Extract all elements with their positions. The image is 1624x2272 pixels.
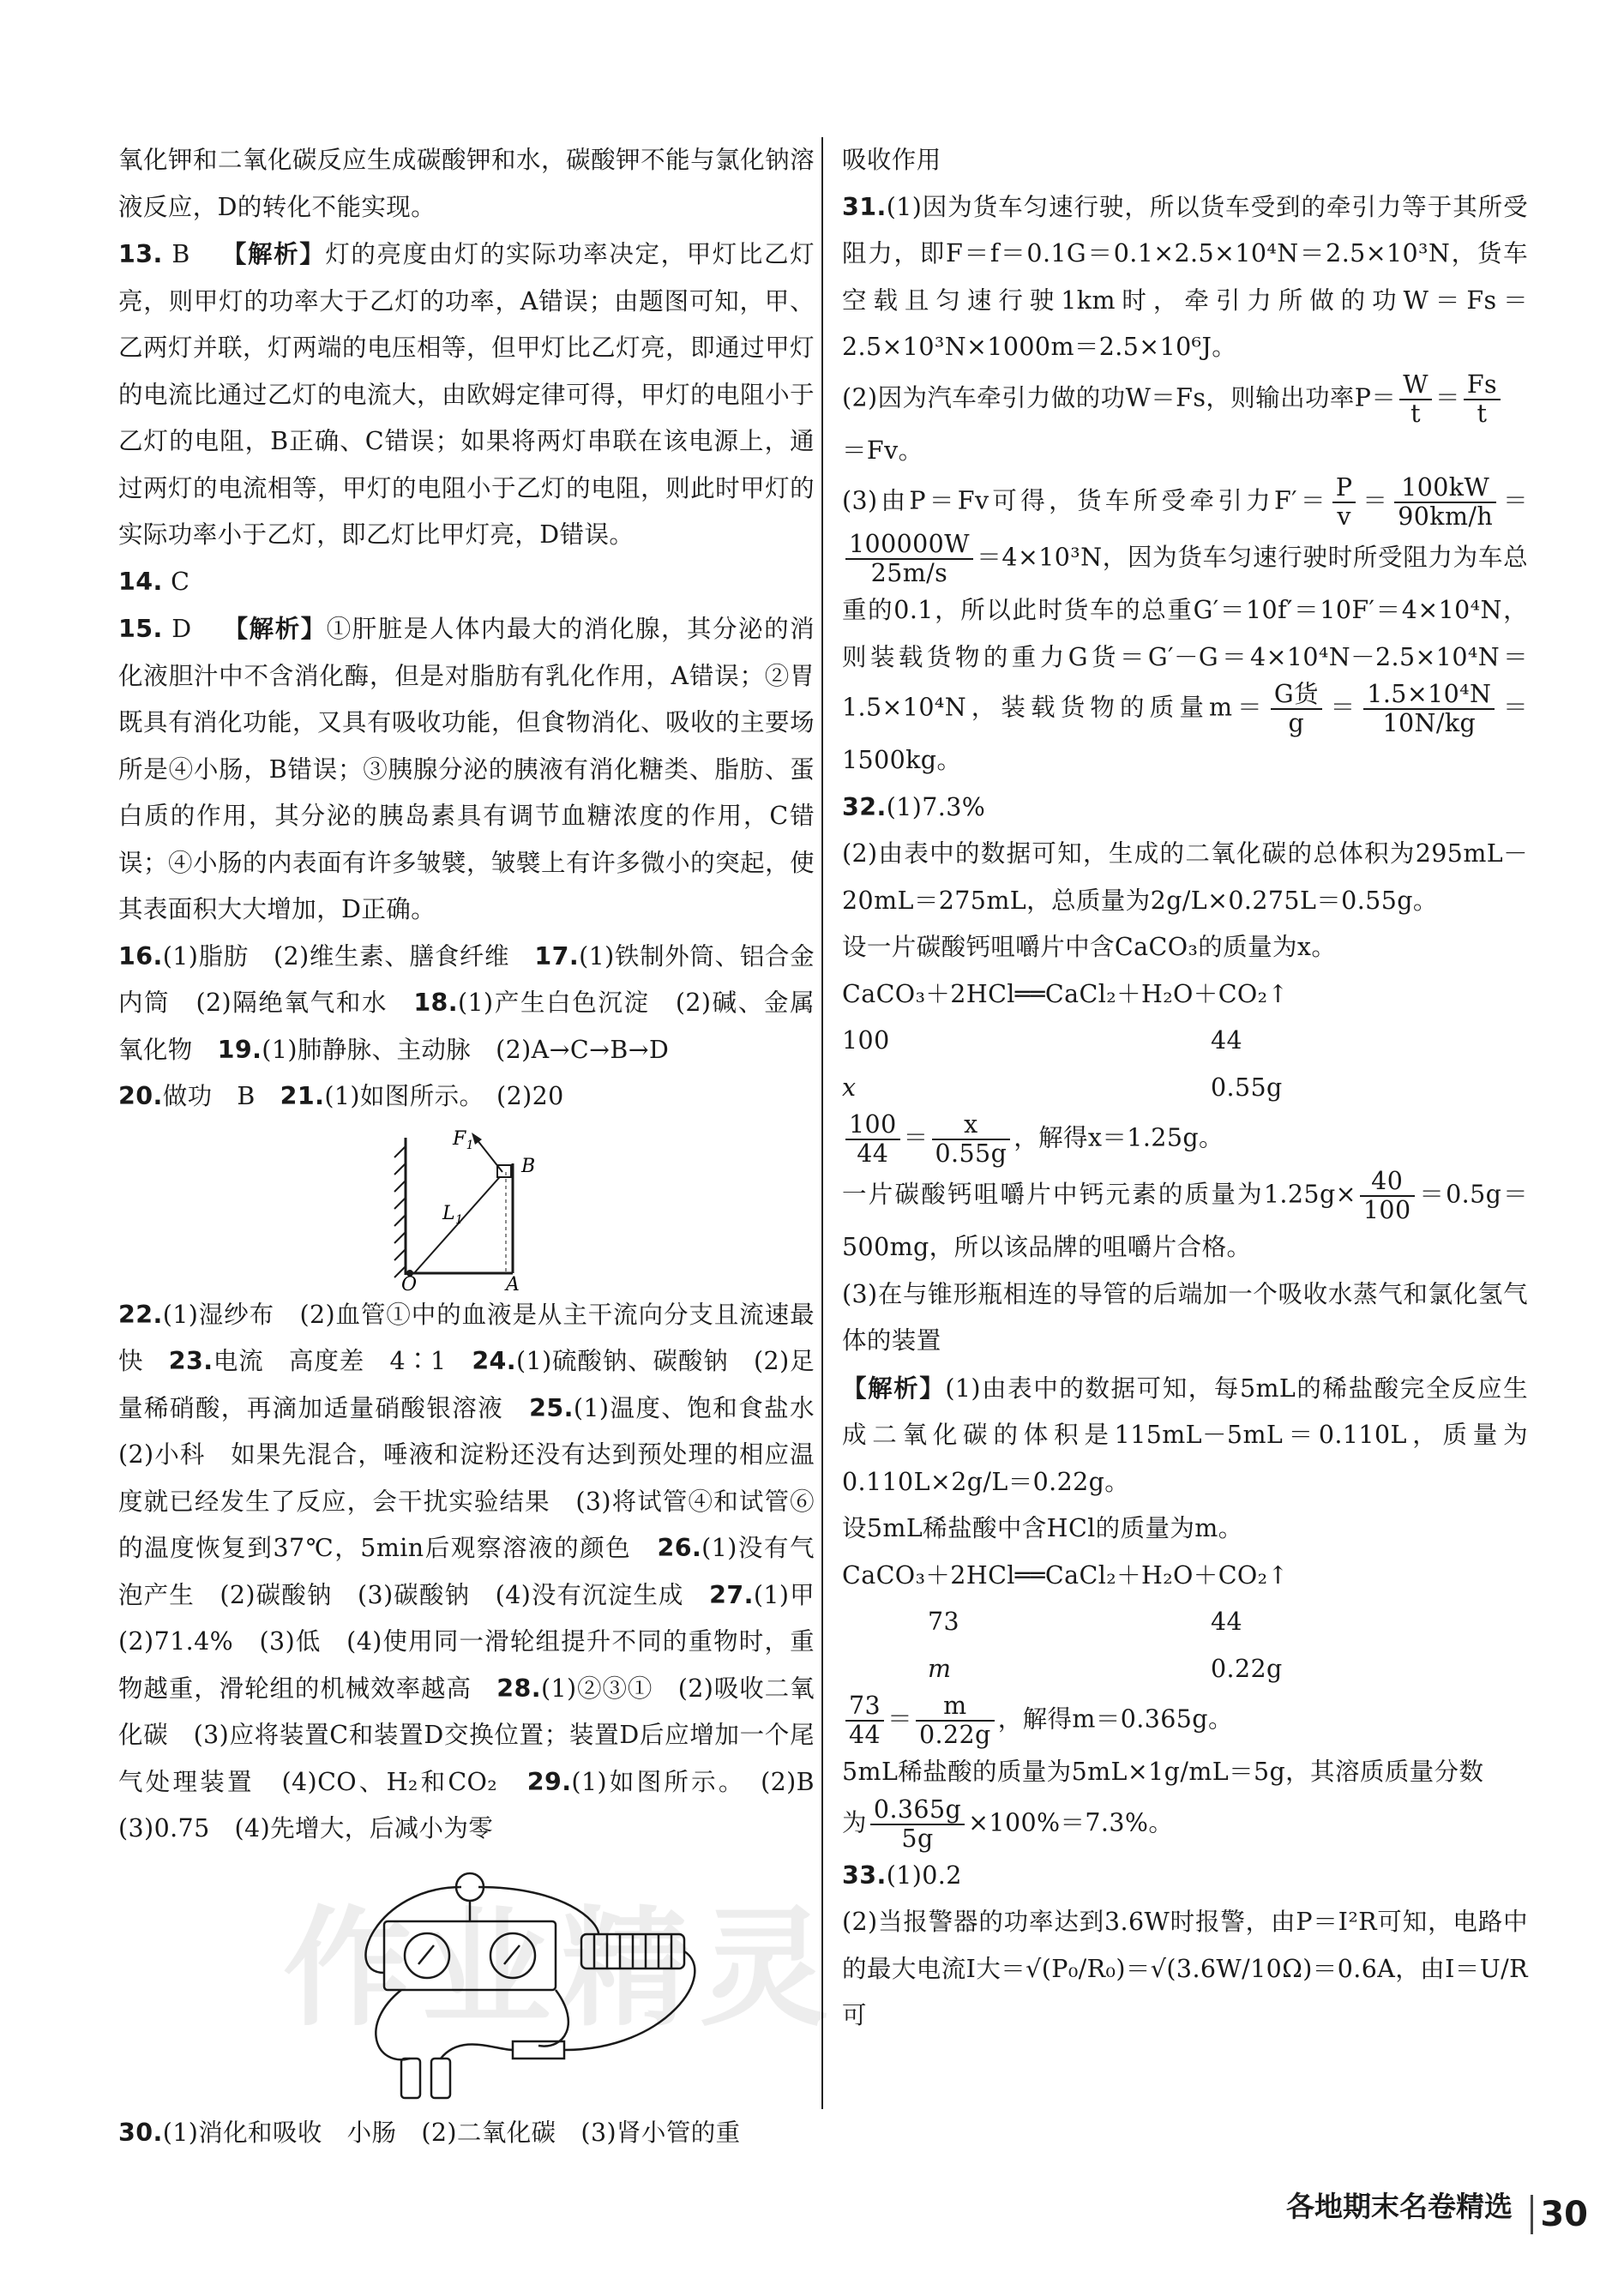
point-a-label: A: [506, 1273, 520, 1292]
answer-32-part2: (2)由表中的数据可知，生成的二氧化碳的总体积为295mL－20mL＝275mL，总质量为2g/L×0.275L＝0.55g。: [842, 839, 1528, 915]
answer-text: ＝4×10³N，因为货车匀速行驶时所受阻力为车总重的0.1，所以此时货车的总重G′＝10f′＝10F′＝4×10⁴N，则装载货物的重力G货＝G′－G＝4×10⁴N－2.5×10⁴N＝1.5×10⁴N，装载货物的质量m＝: [842, 543, 1528, 722]
answer-31-part3: [842, 474, 1528, 784]
fraction: $\frac{73}{44}$: [845, 1692, 884, 1749]
analysis-text: ①肝脏是人体内最大的消化腺，其分泌的消化液胆汁中不含消化酶，但是对脂肪有乳化作用，A错误；②胃既具有消化功能，又具有吸收功能，但食物消化、吸收的主要场所是④小肠，B错误；③胰腺分泌的胰液有消化糖类、脂肪、蛋白质的作用，其分泌的胰岛素具有调节血糖浓度的作用，C错误；④小肠的内表面有许多皱襞，皱襞上有许多微小的突起，使其表面积大大增加，D正确。: [118, 615, 815, 923]
answer-letter: D: [171, 615, 192, 643]
answer-text: (1)甲 (2)71.4% (3)低 (4)使用同一滑轮组提升不同的重物时，重物越重，滑轮组的机械效率越高: [118, 1580, 839, 1703]
answer-32-part1: [842, 784, 1528, 832]
analysis-tag: 【解析】: [842, 1373, 946, 1403]
fraction: $\frac{\text{G货}}{g}$: [1271, 681, 1322, 737]
question-number: 21.: [280, 1082, 325, 1110]
answer-33-part1: [842, 1853, 1528, 1900]
answer-text: (1)温度、饱和食盐水 (2)小科 如果先混合，唾液和淀粉还没有达到预处理的相应温度就已经发生了反应，会干扰实验结果 (3)将试管④和试管⑥的温度恢复到37℃，5min后观察溶液的颜色: [118, 1393, 839, 1562]
answer-text: (1)②③① (2)吸收二氧化碳 (3)应将装置C和装置D交换位置；装置D后应增加一个尾气处理装置 (4)CO、H₂和CO₂: [118, 1674, 815, 1796]
lever-diagram: [118, 1121, 815, 1292]
answer-31-part2: [842, 371, 1528, 475]
answer-32-part9: [842, 1796, 1528, 1853]
answer-text: (1)肺静脉、主动脉 (2)A→C→B→D: [262, 1035, 670, 1064]
question-number: 31.: [842, 192, 887, 221]
answer-text: 一片碳酸钙咀嚼片中钙元素的质量为1.25g×: [842, 1180, 1356, 1209]
answer-text: ＝Fv。: [842, 436, 923, 465]
answer-text: (1)如图所示。 (2)20: [324, 1082, 564, 1110]
fraction: $\frac{\text{1.5×10⁴N}}{10N/kg}$: [1363, 681, 1495, 737]
question-number: 25.: [529, 1393, 574, 1422]
table-cell: 44: [1211, 1026, 1243, 1055]
answer-text: (1)7.3%: [886, 792, 986, 821]
fraction: $\frac{m}{0.22g}$: [916, 1692, 995, 1749]
answer-32-part8: 5mL稀盐酸的质量为5mL×1g/mL＝5g，其溶质质量分数: [842, 1758, 1484, 1786]
fraction: $\frac{Fs}{t}$: [1464, 371, 1501, 428]
question-number: 30.: [118, 2118, 163, 2147]
answer-text: (1)湿纱布 (2)血管①中的血液是从主干流向分支且流速最快: [118, 1300, 815, 1375]
analysis-text: (1)由表中的数据可知，每5mL的稀盐酸完全反应生成二氧化碳的体积是115mL－5mL＝0.110L，质量为0.110L×2g/L＝0.22g。: [842, 1373, 1528, 1496]
fraction: $\frac{0.365g}{5g}$: [870, 1796, 965, 1853]
question-number: 20.: [118, 1082, 163, 1110]
equals: ＝: [887, 1704, 912, 1734]
fraction: $\frac{100000W}{25m/s}$: [845, 531, 973, 587]
table-cell: m: [928, 1654, 952, 1683]
question-number: 23.: [168, 1347, 214, 1375]
analysis-tag: 【解析】: [222, 614, 327, 643]
question-number: 28.: [496, 1674, 541, 1703]
lever-figure: [118, 1121, 815, 1292]
paragraph: 氧化钾和二氧化碳反应生成碳酸钾和水，碳酸钾不能与氯化钠溶液反应，D的转化不能实现。: [118, 146, 815, 221]
fraction: $\frac{100}{44}$: [845, 1111, 900, 1168]
equation-table: [842, 1018, 1528, 1111]
question-number: 27.: [709, 1580, 754, 1609]
question-number: 18.: [413, 989, 458, 1017]
answer-letter: B: [171, 240, 190, 268]
equals: ＝: [1435, 383, 1460, 412]
page-number: 30: [1531, 2195, 1588, 2234]
proportion: [842, 1692, 1528, 1749]
answer-text: ＝0.5g＝500mg，所以该品牌的咀嚼片合格。: [842, 1180, 1528, 1261]
question-number: 29.: [526, 1767, 572, 1796]
equals: ＝: [1325, 693, 1361, 722]
fraction: $\frac{P}{v}$: [1332, 474, 1356, 531]
answer-text: (2)因为汽车牵引力做的功W＝Fs，则输出功率P＝: [842, 383, 1397, 412]
watermark: 作业精灵: [283, 1895, 839, 2044]
arm-label: $L_1$: [442, 1202, 464, 1227]
answer-32-part7: 设5mL稀盐酸中含HCl的质量为m。: [842, 1514, 1243, 1542]
answers-20-21: [118, 1073, 815, 1121]
left-column: [118, 137, 839, 2156]
table-cell: 0.55g: [1211, 1073, 1283, 1102]
question-number: 14.: [118, 567, 163, 596]
chemical-equation: CaCO₃＋2HCl══CaCl₂＋H₂O＋CO₂↑: [842, 1560, 1289, 1590]
answer-text: 为: [842, 1808, 867, 1836]
answer-32-part4: [842, 1168, 1528, 1271]
answer-32-analysis: [842, 1365, 1528, 1506]
point-b-label: B: [521, 1155, 536, 1177]
answer-text: (1)铁制外筒、铝合金内筒 (2)隔绝氧气和水: [118, 941, 815, 1017]
question-number: 26.: [657, 1534, 702, 1562]
question-number: 13.: [118, 240, 163, 268]
equation-table: [842, 1599, 1528, 1692]
answer-text: (1)因为货车匀速行驶，所以货车受到的牵引力等于其所受阻力，即F＝f＝0.1G＝0.1×2.5×10⁴N＝2.5×10³N，货车空载且匀速行驶1km时，牵引力所做的功W＝Fs＝2.5×10³N×1000m＝2.5×10⁶J。: [842, 192, 1528, 361]
paragraph: 吸收作用: [842, 146, 941, 174]
answer-32-part3: 设一片碳酸钙咀嚼片中含CaCO₃的质量为x。: [842, 933, 1337, 961]
book-title: 各地期末名卷精选: [1286, 2190, 1513, 2223]
answer-text: ，解得m＝0.365g。: [997, 1704, 1233, 1734]
equals: ＝: [1359, 486, 1392, 515]
table-cell: 44: [1211, 1608, 1243, 1636]
proportion: [842, 1111, 1528, 1168]
fraction: $\frac{x}{0.55g}$: [932, 1111, 1011, 1168]
answer-text: (1)没有气泡产生 (2)碳酸钠 (3)碳酸钠 (4)没有沉淀生成: [118, 1534, 815, 1609]
question-number: 15.: [118, 615, 163, 643]
answer-text: 做功 B: [162, 1082, 256, 1110]
right-column: [842, 137, 1528, 2040]
answer-text: (1)如图所示。 (2)B (3)0.75 (4)先增大，后减小为零: [118, 1767, 839, 1842]
table-cell: 0.22g: [1211, 1654, 1283, 1683]
answer-letter: C: [171, 567, 190, 596]
answer-31-part1: [842, 184, 1528, 371]
answer-text: ，解得x＝1.25g。: [1013, 1123, 1224, 1152]
equals: ＝: [903, 1123, 929, 1152]
question-number: 32.: [842, 792, 887, 821]
chemical-equation: CaCO₃＋2HCl══CaCl₂＋H₂O＋CO₂↑: [842, 979, 1289, 1008]
analysis-text: 灯的亮度由灯的实际功率决定，甲灯比乙灯亮，则甲灯的功率大于乙灯的功率，A错误；由题图可知，甲、乙两灯并联，灯两端的电压相等，但甲灯比乙灯亮，即通过甲灯的电流比通过乙灯的电流大，由欧姆定律可得，甲灯的电阻小于乙灯的电阻，B正确、C错误；如果将两灯串联在该电源上，通过两灯的电流相等，甲灯的电阻小于乙灯的电阻，则此时甲灯的实际功率小于乙灯，即乙灯比甲灯亮，D错误。: [118, 240, 815, 549]
analysis-tag: 【解析】: [220, 239, 326, 268]
column-divider: [821, 137, 823, 2109]
answer-text: (3)由P＝Fv可得，货车所受牵引力F′＝: [842, 486, 1329, 515]
fraction: $\frac{W}{t}$: [1399, 371, 1432, 428]
answer-15: [118, 605, 815, 934]
answer-text: ＝1500kg。: [842, 693, 1528, 774]
answer-text: (1)硫酸钠、碳酸钠 (2)足量稀硝酸，再滴加适量硝酸银溶液: [118, 1347, 815, 1422]
answer-text: (1)产生白色沉淀 (2)碱、金属氧化物: [118, 989, 815, 1064]
question-number: 24.: [472, 1347, 517, 1375]
answers-22-24: [118, 1292, 839, 1853]
table-cell: 73: [928, 1608, 960, 1636]
question-number: 17.: [534, 941, 580, 971]
answer-text: 电流 高度差 4∶1: [213, 1347, 447, 1375]
question-number: 22.: [118, 1300, 163, 1329]
question-number: 33.: [842, 1860, 887, 1890]
question-number: 19.: [217, 1035, 262, 1064]
question-number: 16.: [118, 941, 163, 971]
answer-text: (1)脂肪 (2)维生素、膳食纤维: [162, 941, 510, 971]
equals: ＝: [1500, 486, 1528, 515]
fraction: $\frac{40}{100}$: [1360, 1168, 1415, 1224]
force-label: $F_1$: [453, 1127, 474, 1152]
answer-30: [118, 2110, 815, 2157]
answer-14: [118, 559, 815, 606]
answer-text: ×100%＝7.3%。: [968, 1808, 1174, 1836]
table-cell: 100: [842, 1026, 890, 1055]
answer-text: (1)0.2: [886, 1860, 962, 1890]
fraction: $\frac{100kW}{90km/h}$: [1394, 474, 1496, 531]
table-cell: x: [842, 1073, 857, 1102]
answer-text: (1)消化和吸收 小肠 (2)二氧化碳 (3)肾小管的重: [162, 2118, 741, 2147]
answer-32-part5: (3)在与锥形瓶相连的导管的后端加一个吸收水蒸气和氯化氢气体的装置: [842, 1279, 1528, 1355]
answer-33-part2: (2)当报警器的功率达到3.6W时报警，由P＝I²R可知，电路中的最大电流I大＝√(P₀/R₀)＝√(3.6W/10Ω)＝0.6A，由I＝U/R可: [842, 1908, 1528, 2029]
point-o-label: O: [401, 1273, 418, 1292]
answer-13: [118, 231, 815, 559]
answers-16-21: [118, 934, 815, 1074]
